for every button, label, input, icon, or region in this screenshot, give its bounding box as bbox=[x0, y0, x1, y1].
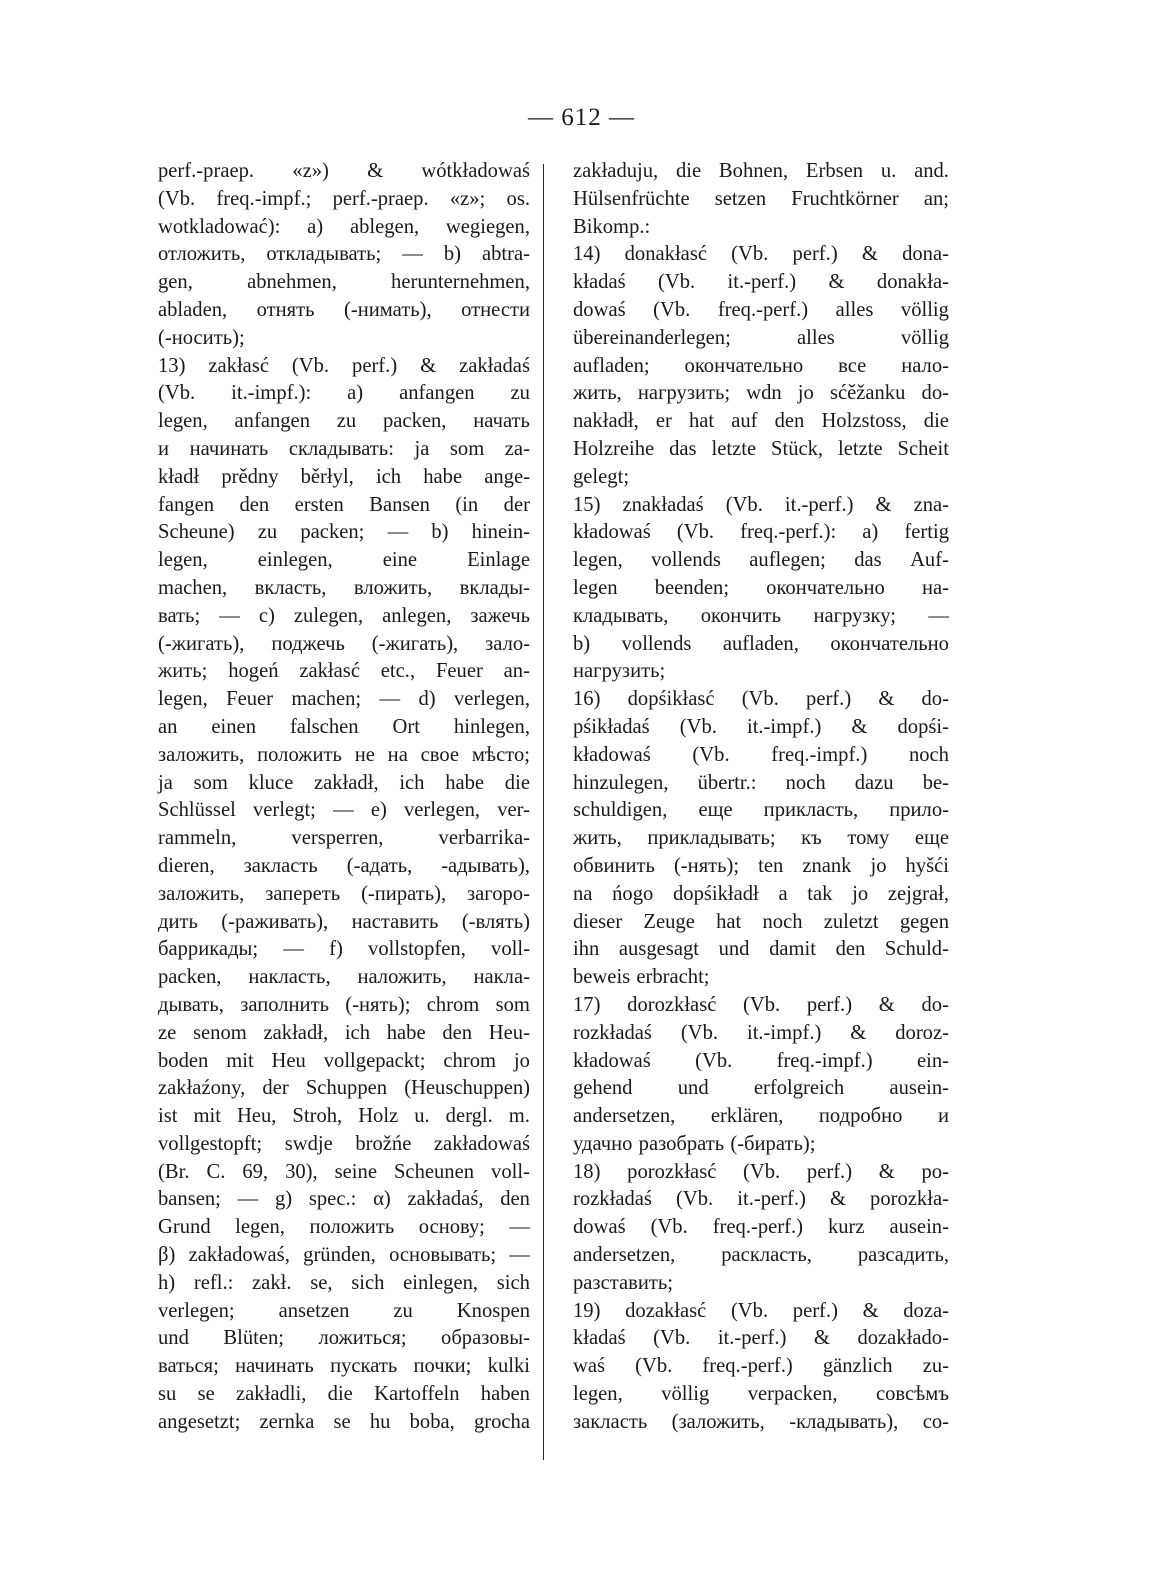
page-number: — 612 — bbox=[528, 104, 635, 131]
text-line: übereinanderlegen; alles völlig bbox=[573, 326, 949, 349]
text-line: h) refl.: zakł. se, sich einlegen, sich bbox=[158, 1271, 530, 1294]
text-line: nakładł, er hat auf den Holzstoss, die bbox=[573, 410, 949, 433]
text-line: разставить; bbox=[573, 1271, 673, 1294]
text-line: обвинить (-нять); ten znank jo hyšći bbox=[573, 854, 949, 877]
text-line: fangen den ersten Bansen (in der bbox=[158, 493, 530, 516]
text-line: gelegt; bbox=[573, 465, 630, 488]
text-line: zakładuju, die Bohnen, Erbsen u. and. bbox=[573, 160, 949, 182]
text-line: und Blüten; ложиться; образовы- bbox=[158, 1327, 530, 1350]
text-line: kładaś (Vb. it.-perf.) & dozakłado- bbox=[573, 1327, 949, 1350]
text-line: заложить, запереть (-пирать), загоро- bbox=[158, 882, 530, 905]
text-line: (-жигать), поджечь (-жигать), зало- bbox=[158, 632, 530, 655]
text-line: beweis erbracht; bbox=[573, 966, 710, 989]
text-line: β) zakładowaś, gründen, основывать; — bbox=[158, 1244, 530, 1267]
text-line: rammeln, versperren, verbarrika- bbox=[158, 827, 530, 850]
text-line: 13) zakłasć (Vb. perf.) & zakładaś bbox=[158, 354, 530, 377]
text-line: boden mit Heu vollgepackt; chrom jo bbox=[158, 1049, 530, 1072]
text-line: Hülsenfrüchte setzen Fruchtkörner an; bbox=[573, 187, 949, 210]
text-line: ist mit Heu, Stroh, Holz u. dergl. m. bbox=[158, 1105, 530, 1128]
text-line: (-носить); bbox=[158, 326, 245, 349]
text-line: dowaś (Vb. freq.-perf.) alles völlig bbox=[573, 298, 949, 321]
text-line: kładowaś (Vb. freq.-impf.) ein- bbox=[573, 1049, 949, 1072]
text-line: 19) dozakłasć (Vb. perf.) & doza- bbox=[573, 1299, 949, 1322]
text-line: дывать, заполнить (-нять); chrom som bbox=[158, 993, 530, 1016]
text-line: b) vollends aufladen, окончательно bbox=[573, 632, 949, 655]
text-line: vollgestopft; swdje brožńe zakładowaś bbox=[158, 1132, 530, 1155]
left-column bbox=[158, 158, 530, 1437]
text-line: machen, вкласть, вложить, вклады- bbox=[158, 576, 530, 599]
text-line: kładł prědny běrłyl, ich habe ange- bbox=[158, 465, 530, 488]
text-line: жить, нагрузить; wdn jo sćěžanku do- bbox=[573, 382, 949, 405]
text-line: ja som kluce zakładł, ich habe die bbox=[158, 771, 530, 794]
text-line: legen, einlegen, eine Einlage bbox=[158, 549, 530, 572]
text-line: packen, накласть, наложить, накла- bbox=[158, 966, 530, 989]
text-line: na ńogo dopśikładł a tak jo zejgrał, bbox=[573, 882, 949, 905]
text-line: dieser Zeuge hat noch zuletzt gegen bbox=[573, 910, 949, 933]
text-line: (Vb. it.-impf.): a) anfangen zu bbox=[158, 382, 530, 405]
text-line: wotkladować): a) ablegen, wegiegen, bbox=[158, 215, 530, 238]
text-line: дить (-раживать), наставить (-влять) bbox=[158, 910, 530, 933]
text-line: andersetzen, erklären, подробно и bbox=[573, 1105, 949, 1128]
text-line: (Br. C. 69, 30), seine Scheunen voll- bbox=[158, 1160, 530, 1183]
text-line: su se zakładli, die Kartoffeln haben bbox=[158, 1383, 530, 1406]
text-line: баррикады; — f) vollstopfen, voll- bbox=[158, 938, 530, 961]
text-line: Grund legen, положить основу; — bbox=[158, 1216, 530, 1239]
text-line: hinzulegen, übertr.: noch dazu be- bbox=[573, 771, 949, 794]
text-line: Holzreihe das letzte Stück, letzte Scheit bbox=[573, 437, 949, 460]
text-line: aufladen; окончательно все нало- bbox=[573, 354, 949, 377]
text-line: dieren, закласть (-адать, -адывать), bbox=[158, 854, 530, 877]
text-line: жить; hogeń zakłasć etc., Feuer an- bbox=[158, 660, 530, 683]
text-line: вать; — c) zulegen, anlegen, зажечь bbox=[158, 604, 530, 627]
text-line: legen, anfangen zu packen, начать bbox=[158, 410, 530, 433]
text-line: legen, völlig verpacken, совсѣмъ bbox=[573, 1383, 949, 1406]
text-line: ze senom zakładł, ich habe den Heu- bbox=[158, 1021, 530, 1044]
text-line: жить, прикладывать; къ тому еще bbox=[573, 827, 949, 850]
text-line: an einen falschen Ort hinlegen, bbox=[158, 715, 530, 738]
text-line: dowaś (Vb. freq.-perf.) kurz ausein- bbox=[573, 1216, 949, 1239]
text-line: perf.-praep. «z») & wótkładowaś bbox=[158, 160, 530, 182]
text-line: Scheune) zu packen; — b) hinein- bbox=[158, 521, 530, 544]
text-line: legen, vollends auflegen; das Auf- bbox=[573, 549, 949, 572]
text-line: legen beenden; окончательно на- bbox=[573, 576, 949, 599]
text-line: 14) donakłasć (Vb. perf.) & dona- bbox=[573, 243, 949, 266]
text-line: schuldigen, еще прикласть, прило- bbox=[573, 799, 949, 822]
text-line: ваться; начинать пускать почки; kulki bbox=[158, 1355, 530, 1378]
text-line: 15) znakładaś (Vb. it.-perf.) & zna- bbox=[573, 493, 949, 516]
text-line: кладывать, окончить нагрузку; — bbox=[573, 604, 949, 627]
text-line: gen, abnehmen, herunternehmen, bbox=[158, 271, 530, 294]
text-line: Bikomp.: bbox=[573, 215, 651, 238]
text-line: bansen; — g) spec.: α) zakładaś, den bbox=[158, 1188, 530, 1211]
text-line: legen, Feuer machen; — d) verlegen, bbox=[158, 688, 530, 711]
right-column bbox=[573, 158, 949, 1437]
text-line: verlegen; ansetzen zu Knospen bbox=[158, 1299, 530, 1322]
text-line: нагрузить; bbox=[573, 660, 666, 683]
text-line: и начинать складывать: ja som za- bbox=[158, 437, 530, 460]
text-line: (Vb. freq.-impf.; perf.-praep. «z»; os. bbox=[158, 187, 530, 210]
text-line: angesetzt; zernka se hu boba, grocha bbox=[158, 1410, 530, 1433]
text-line: rozkładaś (Vb. it.-impf.) & doroz- bbox=[573, 1021, 949, 1044]
text-line: gehend und erfolgreich ausein- bbox=[573, 1077, 949, 1100]
text-line: 18) porozkłasć (Vb. perf.) & po- bbox=[573, 1160, 949, 1183]
text-line: andersetzen, расклaсть, разсадить, bbox=[573, 1244, 949, 1267]
text-line: отложить, откладывать; — b) abtra- bbox=[158, 243, 530, 266]
text-line: waś (Vb. freq.-perf.) gänzlich zu- bbox=[573, 1355, 949, 1378]
text-line: zakłaźony, der Schuppen (Heuschuppen) bbox=[158, 1077, 530, 1100]
text-line: rozkładaś (Vb. it.-perf.) & porozkła- bbox=[573, 1188, 949, 1211]
text-line: abladen, отнять (-нимать), отнести bbox=[158, 298, 530, 321]
text-line: kładaś (Vb. it.-perf.) & donakła- bbox=[573, 271, 949, 294]
text-line: удачно разобрать (-бирать); bbox=[573, 1132, 816, 1155]
text-line: kładowaś (Vb. freq.-impf.) noch bbox=[573, 743, 949, 766]
text-line: pśikładaś (Vb. it.-impf.) & dopśi- bbox=[573, 715, 949, 738]
text-line: Schlüssel verlegt; — e) verlegen, ver- bbox=[158, 799, 530, 822]
text-line: 16) dopśikłasć (Vb. perf.) & do- bbox=[573, 688, 949, 711]
text-line: заложить, положить не на свое мѣсто; bbox=[158, 743, 530, 766]
text-line: закласть (заложить, -кладывать), со- bbox=[573, 1410, 949, 1433]
column-divider bbox=[543, 164, 544, 1460]
text-line: 17) dorozkłasć (Vb. perf.) & do- bbox=[573, 993, 949, 1016]
text-line: ihn ausgesagt und damit den Schuld- bbox=[573, 938, 949, 961]
text-line: kładowaś (Vb. freq.-perf.): a) fertig bbox=[573, 521, 949, 544]
